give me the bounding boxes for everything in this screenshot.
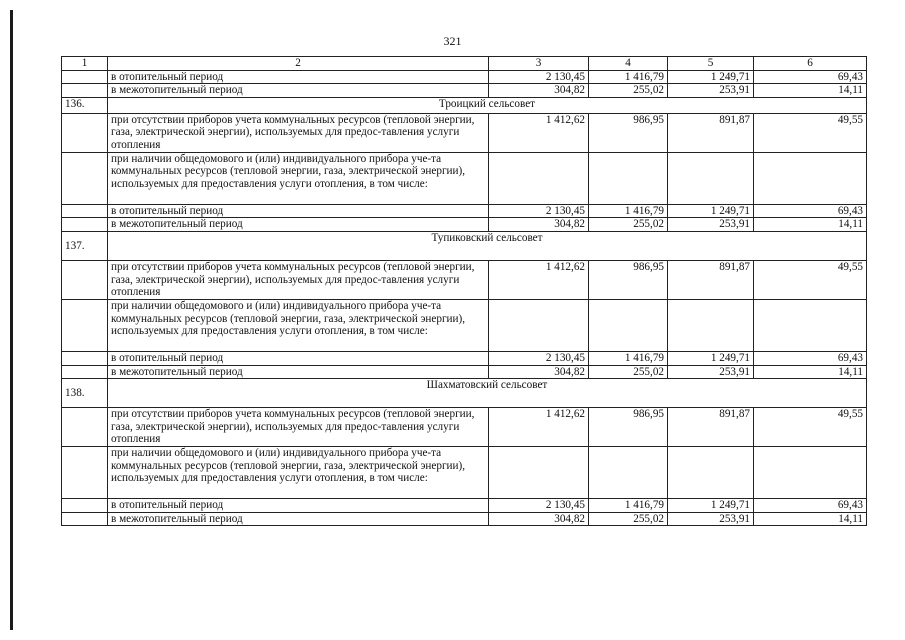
value-col4: 255,02	[589, 218, 668, 232]
value-col5: 891,87	[668, 260, 754, 299]
value-col3: 2 130,45	[489, 70, 589, 84]
section-title: Шахматовский сельсовет	[108, 379, 867, 408]
value-col5: 1 249,71	[668, 351, 754, 365]
col-header-6: 6	[754, 57, 867, 71]
value-col5: 1 249,71	[668, 70, 754, 84]
value-col6	[754, 447, 867, 499]
table-row	[62, 84, 867, 98]
value-col3: 1 412,62	[489, 260, 589, 299]
table-row	[62, 218, 867, 232]
row-label: в межотопительный период	[108, 218, 489, 232]
value-col4: 255,02	[589, 84, 668, 98]
value-col3: 304,82	[489, 512, 589, 526]
row-index	[62, 408, 108, 447]
row-index	[62, 447, 108, 499]
table-row	[62, 299, 867, 351]
value-col4: 1 416,79	[589, 499, 668, 513]
row-label: в межотопительный период	[108, 512, 489, 526]
table-row	[62, 408, 867, 447]
value-col6	[754, 152, 867, 204]
value-col6: 49,55	[754, 408, 867, 447]
row-index	[62, 204, 108, 218]
value-col5: 1 249,71	[668, 499, 754, 513]
value-col6	[754, 299, 867, 351]
value-col5: 891,87	[668, 113, 754, 152]
row-index	[62, 351, 108, 365]
table-row	[62, 260, 867, 299]
section-index: 137.	[62, 231, 108, 260]
row-label: при наличии общедомового и (или) индивидуального прибора уче-та коммунальных ресурсов (тепловой энергии, газа, электрической энергии), используемых для предоставления услуги отопления, в том числе:	[108, 152, 489, 204]
col-header-3: 3	[489, 57, 589, 71]
value-col6: 14,11	[754, 218, 867, 232]
col-header-2: 2	[108, 57, 489, 71]
row-label: в отопительный период	[108, 204, 489, 218]
value-col4	[589, 152, 668, 204]
row-index	[62, 299, 108, 351]
value-col3: 304,82	[489, 84, 589, 98]
header-row	[62, 57, 867, 71]
value-col4	[589, 447, 668, 499]
col-header-4: 4	[589, 57, 668, 71]
table-row	[62, 365, 867, 379]
col-header-1: 1	[62, 57, 108, 71]
value-col6: 69,43	[754, 351, 867, 365]
table-row	[62, 113, 867, 152]
row-index	[62, 152, 108, 204]
value-col5: 1 249,71	[668, 204, 754, 218]
value-col5	[668, 299, 754, 351]
value-col3	[489, 447, 589, 499]
value-col5: 253,91	[668, 512, 754, 526]
section-title: Троицкий сельсовет	[108, 97, 867, 113]
value-col3	[489, 299, 589, 351]
section-index: 136.	[62, 97, 108, 113]
value-col5	[668, 152, 754, 204]
row-label: в межотопительный период	[108, 365, 489, 379]
row-label: в отопительный период	[108, 351, 489, 365]
value-col3	[489, 152, 589, 204]
value-col3: 2 130,45	[489, 499, 589, 513]
value-col3: 1 412,62	[489, 408, 589, 447]
value-col4: 255,02	[589, 512, 668, 526]
table-row	[62, 351, 867, 365]
row-label: в отопительный период	[108, 70, 489, 84]
table-row	[62, 70, 867, 84]
value-col6: 14,11	[754, 365, 867, 379]
tariff-table	[61, 56, 867, 526]
section-row-138	[62, 379, 867, 408]
value-col4: 986,95	[589, 260, 668, 299]
value-col3: 2 130,45	[489, 351, 589, 365]
value-col3: 2 130,45	[489, 204, 589, 218]
value-col5: 253,91	[668, 365, 754, 379]
row-index	[62, 84, 108, 98]
row-index	[62, 260, 108, 299]
value-col4: 255,02	[589, 365, 668, 379]
value-col6: 69,43	[754, 499, 867, 513]
value-col6: 14,11	[754, 84, 867, 98]
value-col6: 69,43	[754, 204, 867, 218]
section-row-136	[62, 97, 867, 113]
binding-line	[10, 10, 13, 630]
value-col4	[589, 299, 668, 351]
value-col4: 986,95	[589, 408, 668, 447]
value-col3: 1 412,62	[489, 113, 589, 152]
value-col6: 49,55	[754, 113, 867, 152]
value-col4: 1 416,79	[589, 70, 668, 84]
value-col5: 891,87	[668, 408, 754, 447]
table-row	[62, 152, 867, 204]
value-col6: 14,11	[754, 512, 867, 526]
row-label: при наличии общедомового и (или) индивидуального прибора уче-та коммунальных ресурсов (тепловой энергии, газа, электрической энергии), используемых для предоставления услуги отопления, в том числе:	[108, 447, 489, 499]
row-index	[62, 113, 108, 152]
value-col4: 1 416,79	[589, 204, 668, 218]
table-row	[62, 204, 867, 218]
row-label: при отсутствии приборов учета коммунальных ресурсов (тепловой энергии, газа, электрической энергии), используемых для предос-тавления услуги отопления	[108, 408, 489, 447]
value-col5: 253,91	[668, 84, 754, 98]
page-number: 321	[443, 34, 462, 48]
value-col6: 49,55	[754, 260, 867, 299]
section-row-137	[62, 231, 867, 260]
value-col4: 986,95	[589, 113, 668, 152]
col-header-5: 5	[668, 57, 754, 71]
value-col5: 253,91	[668, 218, 754, 232]
row-index	[62, 499, 108, 513]
table-row	[62, 512, 867, 526]
value-col3: 304,82	[489, 218, 589, 232]
value-col4: 1 416,79	[589, 351, 668, 365]
row-label: в межотопительный период	[108, 84, 489, 98]
value-col5	[668, 447, 754, 499]
table-row	[62, 447, 867, 499]
row-label: в отопительный период	[108, 499, 489, 513]
row-label: при отсутствии приборов учета коммунальных ресурсов (тепловой энергии, газа, электрической энергии), используемых для предос-тавления услуги отопления	[108, 113, 489, 152]
row-label: при отсутствии приборов учета коммунальных ресурсов (тепловой энергии, газа, электрической энергии), используемых для предос-тавления услуги отопления	[108, 260, 489, 299]
value-col3: 304,82	[489, 365, 589, 379]
row-index	[62, 70, 108, 84]
row-index	[62, 365, 108, 379]
row-index	[62, 512, 108, 526]
row-label: при наличии общедомового и (или) индивидуального прибора уче-та коммунальных ресурсов (тепловой энергии, газа, электрической энергии), используемых для предоставления услуги отопления, в том числе:	[108, 299, 489, 351]
section-index: 138.	[62, 379, 108, 408]
value-col6: 69,43	[754, 70, 867, 84]
row-index	[62, 218, 108, 232]
section-title: Тупиковский сельсовет	[108, 231, 867, 260]
table-row	[62, 499, 867, 513]
